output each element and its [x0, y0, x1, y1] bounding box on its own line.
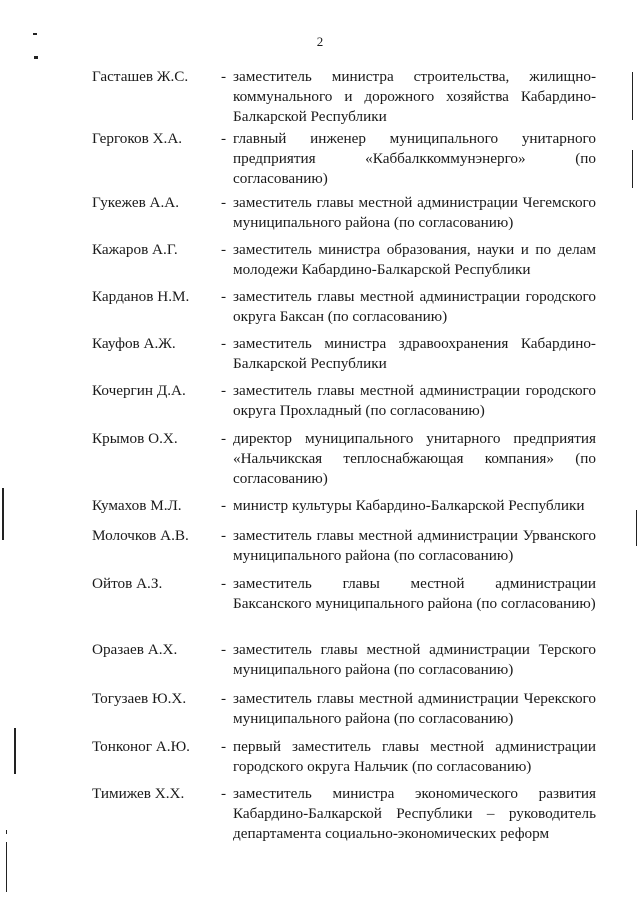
member-name: Карданов Н.М.	[92, 288, 190, 305]
member-name: Молочков А.В.	[92, 527, 189, 544]
scan-mark	[6, 830, 7, 834]
member-name: Тонконог А.Ю.	[92, 738, 190, 755]
member-name: Гергоков Х.А.	[92, 130, 183, 147]
page-number: 2	[316, 34, 324, 49]
dash: -	[221, 575, 227, 592]
dash: -	[221, 68, 227, 85]
member-name: Кочергин Д.А.	[92, 382, 186, 399]
dash: -	[221, 430, 227, 447]
dash: -	[221, 527, 227, 544]
member-role: заместитель министра здравоохранения Кабардино-Балкарской Республики	[233, 335, 596, 372]
member-role: заместитель министра строительства, жилищно-коммунального и дорожного хозяйства Кабардино-Балкарской Республики	[233, 68, 596, 125]
member-name: Гукежев А.А.	[92, 194, 180, 211]
member-role: первый заместитель главы местной администрации городского округа Нальчик (по согласованию)	[233, 738, 596, 775]
member-name: Тогузаев Ю.Х.	[92, 690, 187, 707]
dash: -	[221, 194, 227, 211]
scan-mark	[632, 150, 633, 188]
dash: -	[221, 130, 227, 147]
member-role: заместитель главы местной администрации Чегемского муниципального района (по согласованию)	[233, 194, 596, 231]
scan-mark	[636, 510, 637, 546]
member-role: директор муниципального унитарного предприятия «Нальчикская теплоснабжающая компания» (по согласованию)	[233, 430, 596, 487]
scan-mark	[14, 728, 16, 774]
member-role: заместитель главы местной администрации городского округа Прохладный (по согласованию)	[233, 382, 596, 419]
member-name: Оразаев А.Х.	[92, 641, 178, 658]
dash: -	[221, 382, 227, 399]
scan-mark	[33, 33, 37, 35]
member-role: заместитель главы местной администрации городского округа Баксан (по согласованию)	[233, 288, 596, 325]
member-role: заместитель главы местной администрации Черекского муниципального района (по согласованию)	[233, 690, 596, 727]
member-name: Кажаров А.Г.	[92, 241, 178, 258]
member-name: Кауфов А.Ж.	[92, 335, 176, 352]
member-role: главный инженер муниципального унитарного предприятия «Каббалккоммунэнерго» (по согласованию)	[233, 130, 596, 187]
dash: -	[221, 288, 227, 305]
dash: -	[221, 335, 227, 352]
member-role: заместитель министра экономического развития Кабардино-Балкарской Республики – руководитель департамента социально-экономических реформ	[233, 785, 596, 842]
member-role: заместитель главы местной администрации Урванского муниципального района (по согласованию)	[233, 527, 596, 564]
dash: -	[221, 785, 227, 802]
dash: -	[221, 241, 227, 258]
scan-mark	[2, 488, 4, 540]
member-role: заместитель главы местной администрации Терского муниципального района (по согласованию)	[233, 641, 596, 678]
dash: -	[221, 738, 227, 755]
scan-mark	[34, 56, 38, 59]
dash: -	[221, 497, 227, 514]
scan-mark	[632, 72, 633, 120]
member-name: Гасташев Ж.С.	[92, 68, 189, 85]
member-role: министр культуры Кабардино-Балкарской Республики	[233, 497, 585, 514]
member-role: заместитель главы местной администрации Баксанского муниципального района (по согласованию)	[233, 575, 596, 612]
member-role: заместитель министра образования, науки и по делам молодежи Кабардино-Балкарской Республики	[233, 241, 596, 278]
member-name: Ойтов А.З.	[92, 575, 163, 592]
member-name: Тимижев Х.Х.	[92, 785, 185, 802]
dash: -	[221, 690, 227, 707]
scan-mark	[6, 842, 7, 892]
dash: -	[221, 641, 227, 658]
member-name: Кумахов М.Л.	[92, 497, 182, 514]
member-name: Крымов О.Х.	[92, 430, 178, 447]
